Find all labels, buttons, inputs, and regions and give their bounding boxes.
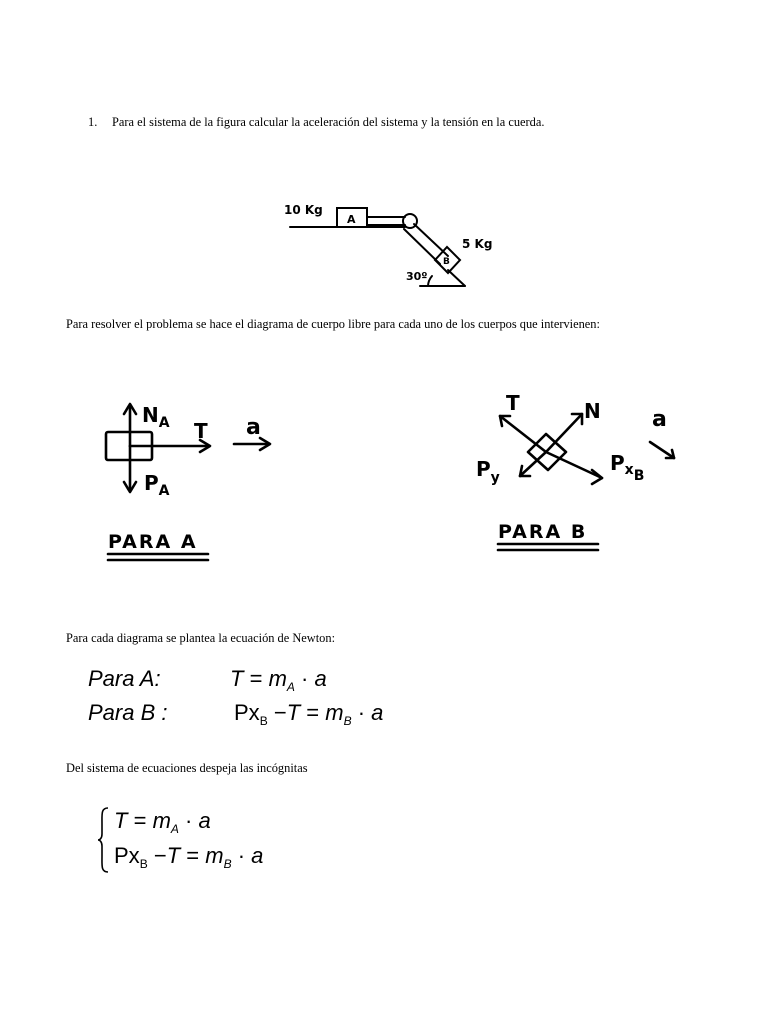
mass-a-label: 10 Kg [284, 203, 323, 217]
caption-a: PARA A [108, 531, 198, 553]
system-equation-1: $T = m_A \cdot a$ [114, 808, 211, 836]
system-brace [96, 806, 112, 874]
py-label-b: $P_y$ [476, 457, 500, 486]
label-para-a: Para A: [88, 666, 161, 691]
paragraph-free-body: Para resolver el problema se hace el diagrama de cuerpo libre para cada uno de los cuerpos que intervienen: [66, 317, 600, 331]
rope-incline [404, 229, 440, 264]
px-label-b: $P_{xB}$ [610, 451, 645, 484]
system-equation-2: $Px_B -T = m_B \cdot a$ [114, 843, 264, 871]
system-figure [280, 196, 500, 292]
caption-b: PARA B [498, 521, 588, 543]
weight-label-a: $P_A$ [144, 471, 170, 499]
tension-arrow-b [500, 416, 546, 452]
normal-label-b: N [584, 399, 601, 423]
block-b-label: B [443, 257, 450, 267]
mass-b-label: 5 Kg [462, 237, 493, 251]
equation-b: $Px_B -T = m_B \cdot a$ [234, 700, 384, 728]
tension-label-a: T [194, 419, 208, 443]
normal-label-a: $N_A$ [142, 403, 170, 431]
label-para-b: Para B : [88, 700, 168, 725]
incline-surface [448, 270, 465, 286]
block-a-label: A [347, 213, 356, 226]
paragraph-newton: Para cada diagrama se plantea la ecuación de Newton: [66, 631, 336, 645]
angle-label: 30º [406, 270, 428, 283]
accel-label-b: a [652, 407, 667, 432]
problem-number: 1. [88, 115, 98, 129]
equation-a: $T = m_A \cdot a$ [230, 666, 327, 694]
free-body-diagram-a [96, 394, 286, 574]
angle-arc [428, 276, 432, 286]
accel-arrow-b [650, 442, 674, 458]
tension-label-b: T [506, 391, 520, 415]
free-body-diagram-b [470, 390, 690, 570]
paragraph-solve: Del sistema de ecuaciones despeja las incógnitas [66, 761, 308, 775]
accel-label-a: a [246, 415, 261, 440]
problem-statement: Para el sistema de la figura calcular la aceleración del sistema y la tensión en la cuerda. [112, 115, 545, 129]
normal-arrow-b [546, 414, 582, 452]
